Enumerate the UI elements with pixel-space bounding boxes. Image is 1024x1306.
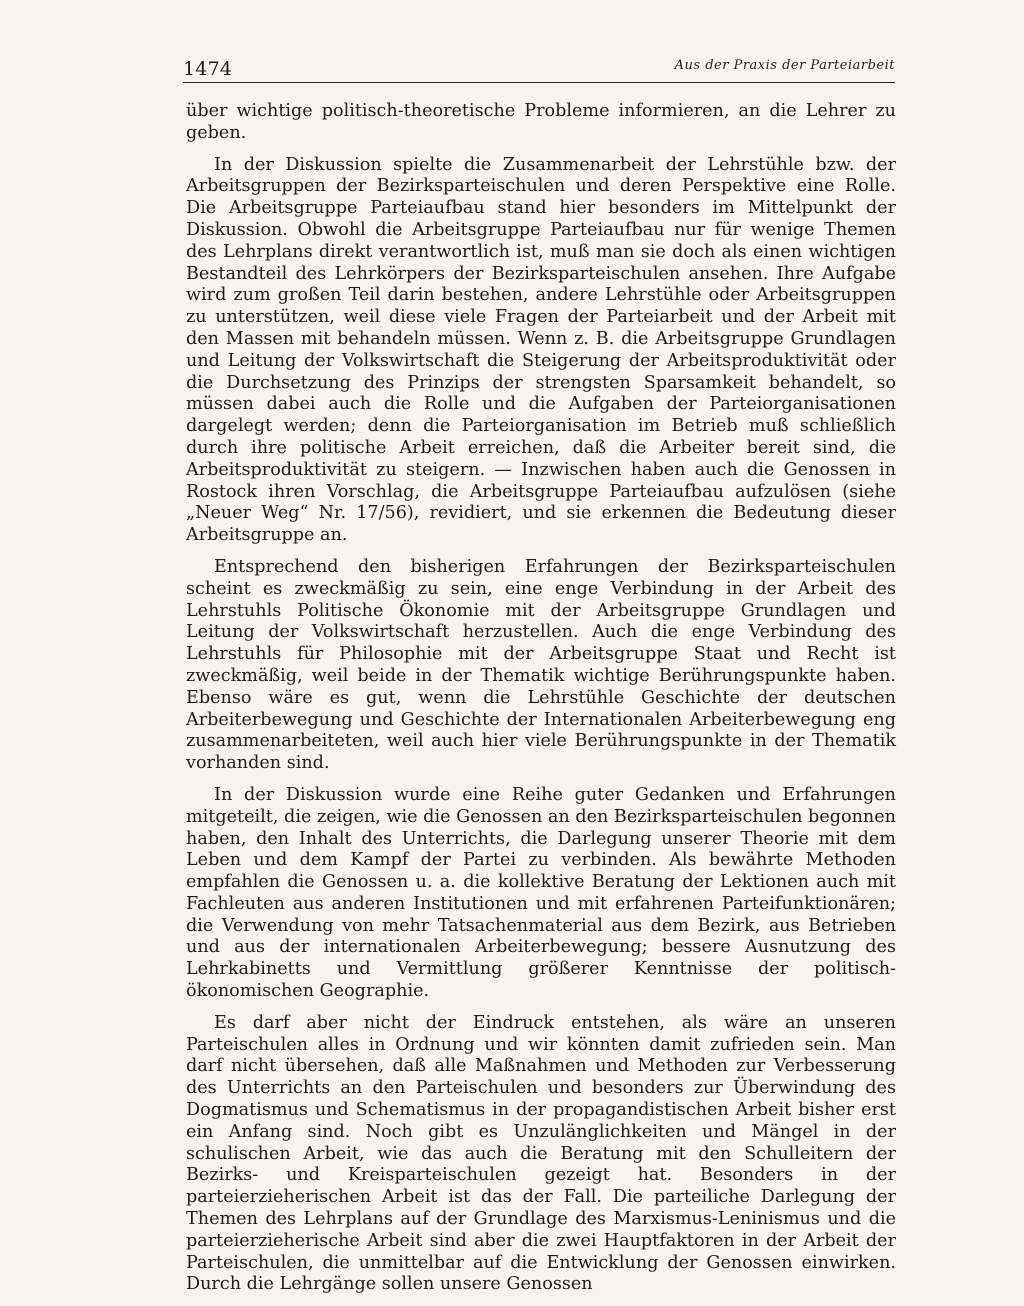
paragraph: Es darf aber nicht der Eindruck entstehen, als wäre an unseren Parteischulen alles in Ordnung und wir könnten damit zufrieden sein. Man darf nicht übersehen, daß alle Maßnahmen und Methoden zur Verbesserung des Unterrichts an den Parteischulen und besonders zur Überwindung des Dogmatismus und Schematismus in der propagandistischen Arbeit bisher erst ein Anfang sind. Noch gibt es Unzulänglichkeiten und Mängel in der schulischen Arbeit, wie das auch die Beratung mit den Schulleitern der Bezirks- und Kreisparteischulen gezeigt hat. Besonders in der parteierzieherischen Arbeit ist das der Fall. Die parteiliche Darlegung der Themen des Lehrplans auf der Grundlage des Marxismus-Leninismus und die parteierzieherische Arbeit sind aber die zwei Hauptfaktoren in der Arbeit der Parteischulen, die unmittelbar auf die Entwicklung der Genossen einwirken. Durch die Lehrgänge sollen unsere Genossen xyxy=(186,1012,896,1295)
paragraph: In der Diskussion wurde eine Reihe guter Gedanken und Erfahrungen mitgeteilt, die zeigen, wie die Genossen an den Bezirksparteischulen begonnen haben, den Inhalt des Unterrichts, die Darlegung unserer Theorie mit dem Leben und dem Kampf der Partei zu verbinden. Als bewährte Methoden empfahlen die Genossen u. a. die kollektive Beratung der Lektionen auch mit Fachleuten aus anderen Institutionen und mit erfahrenen Parteifunktionären; die Verwendung von mehr Tatsachenmaterial aus dem Bezirk, aus Betrieben und aus der internationalen Arbeiterbewegung; bessere Ausnutzung des Lehrkabinetts und Vermittlung größerer Kenntnisse der politisch-ökonomischen Geographie. xyxy=(186,784,896,1002)
running-head: Aus der Praxis der Parteiarbeit xyxy=(674,58,895,73)
paragraph: Entsprechend den bisherigen Erfahrungen der Bezirksparteischulen scheint es zweckmäßig zu sein, eine enge Verbindung in der Arbeit des Lehrstuhls Politische Ökonomie mit der Arbeitsgruppe Grundlagen und Leitung der Volkswirtschaft herzustellen. Auch die enge Verbindung des Lehrstuhls für Philosophie mit der Arbeitsgruppe Staat und Recht ist zweckmäßig, weil beide in der Thematik wichtige Berührungspunkte haben. Ebenso wäre es gut, wenn die Lehrstühle Geschichte der deutschen Arbeiterbewegung und Geschichte der Internationalen Arbeiterbewegung eng zusammenarbeiteten, weil auch hier viele Berührungspunkte in der Thematik vorhanden sind. xyxy=(186,556,896,774)
page-number: 1474 xyxy=(183,58,233,80)
paragraph-continued: über wichtige politisch-theoretische Probleme informieren, an die Lehrer zu geben. xyxy=(186,101,896,143)
header-rule xyxy=(183,82,895,83)
paragraph: In der Diskussion spielte die Zusammenarbeit der Lehrstühle bzw. der Arbeitsgruppen der Bezirksparteischulen und deren Perspektive eine Rolle. Die Arbeitsgruppe Parteiaufbau stand hier besonders im Mittelpunkt der Diskussion. Obwohl die Arbeitsgruppe Parteiaufbau nur für wenige Themen des Lehrplans direkt verantwortlich ist, muß man sie doch als einen wichtigen Bestandteil des Lehrkörpers der Bezirksparteischulen ansehen. Ihre Aufgabe wird zum großen Teil darin bestehen, andere Lehrstühle oder Arbeitsgruppen zu unterstützen, weil diese viele Fragen der Parteiarbeit und der Arbeit mit den Massen mit behandeln müssen. Wenn z. B. die Arbeitsgruppe Grundlagen und Leitung der Volkswirtschaft die Steigerung der Arbeitsproduktivität oder die Durchsetzung des Prinzips der strengsten Sparsamkeit behandelt, so müssen dabei auch die Rolle und die Aufgaben der Parteiorganisationen dargelegt werden; denn die Parteiorganisation im Betrieb muß schließlich durch ihre politische Arbeit erreichen, daß die Arbeiter bereit sind, die Arbeitsproduktivität zu steigern. — Inzwischen haben auch die Genossen in Rostock ihren Vorschlag, die Arbeitsgruppe Parteiaufbau aufzulösen (siehe „Neuer Weg“ Nr. 17/56), revidiert, und sie erkennen die Bedeutung dieser Arbeitsgruppe an. xyxy=(186,154,896,546)
page-header xyxy=(183,54,895,82)
body-text xyxy=(186,101,896,1306)
